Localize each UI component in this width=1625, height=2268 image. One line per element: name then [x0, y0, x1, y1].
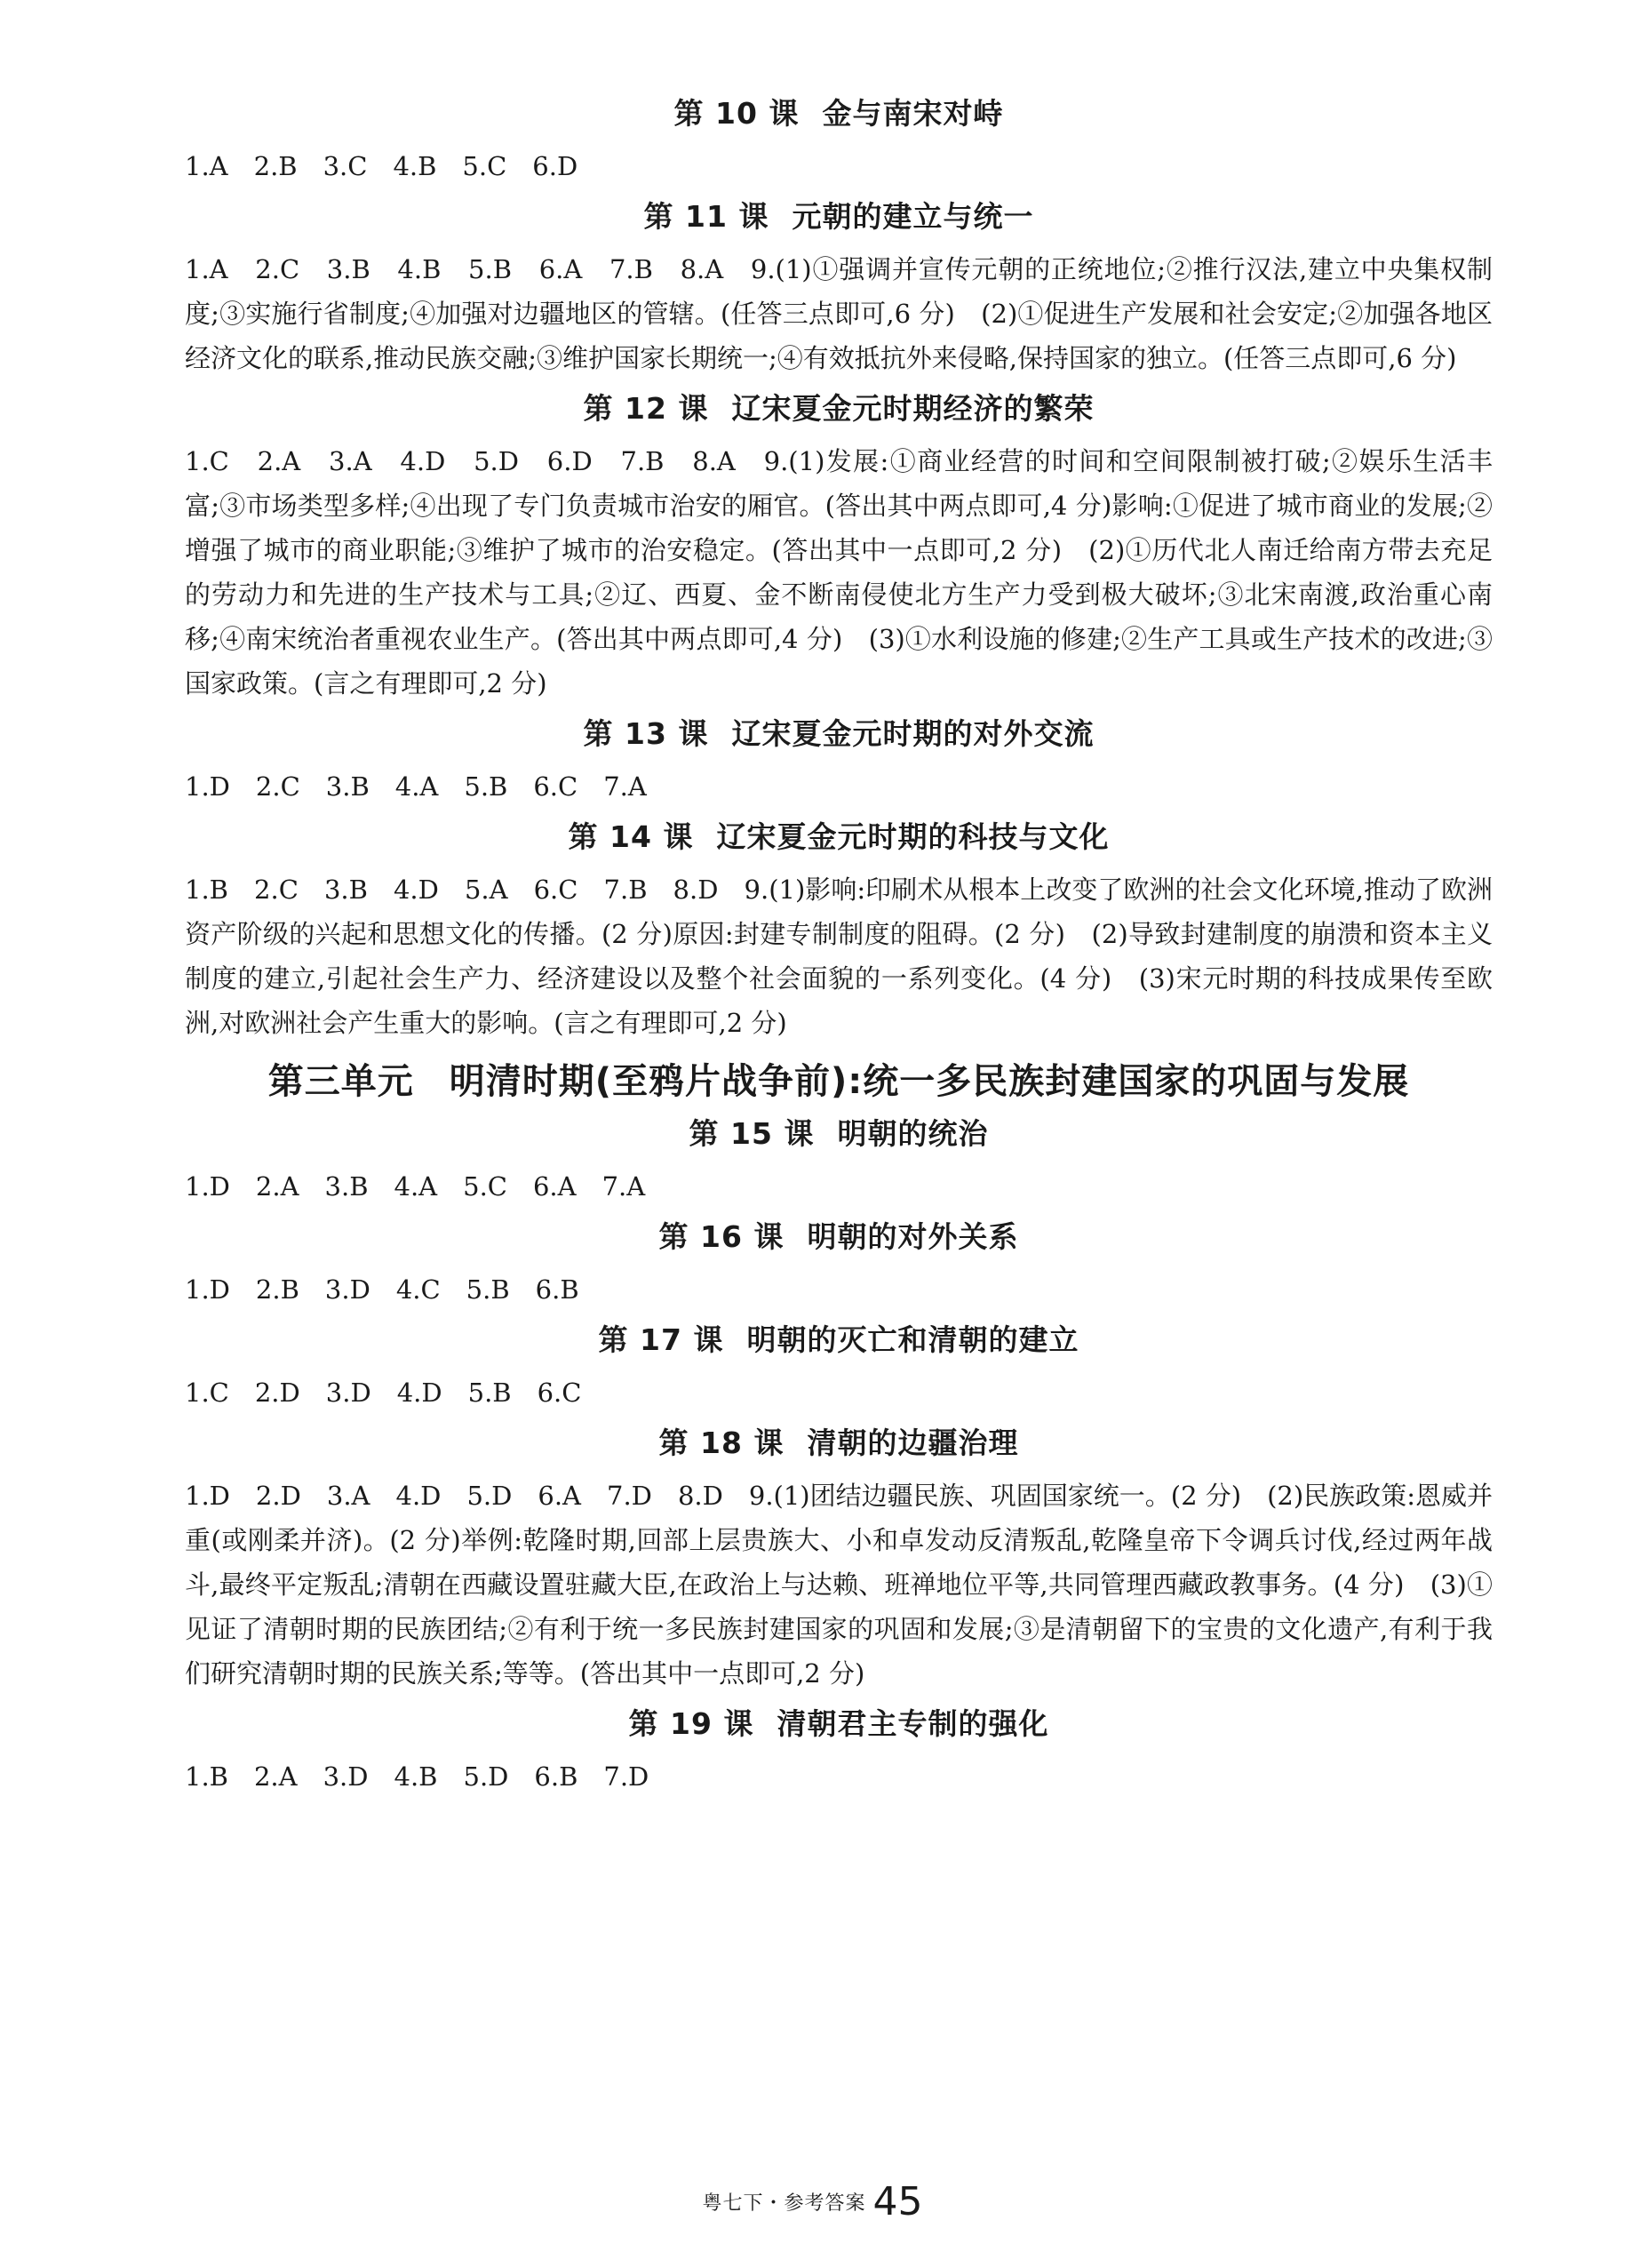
lesson-name: 明朝的灭亡和清朝的建立: [746, 1322, 1079, 1357]
lesson-title: [185, 1321, 1493, 1360]
lesson-16: [185, 1218, 1493, 1312]
lesson-title: [185, 1424, 1493, 1463]
lesson-number: 第 11 课: [643, 199, 769, 234]
lesson-answers: 1.B 2.C 3.B 4.D 5.A 6.C 7.B 8.D 9.(1)影响:印刷术从根本上改变了欧洲的社会文化环境,推动了欧洲资产阶级的兴起和思想文化的传播。(2 分)原因:封建专制制度的阻碍。(2 分) (2)导致封建制度的崩溃和资本主义制度的建立,引起社会生产力、经济建设以及整个社会面貌的一系列变化。(4 分) (3)宋元时期的科技成果传至欧洲,对欧洲社会产生重大的影响。(言之有理即可,2 分): [185, 874, 1493, 1038]
lesson-answers: 1.A 2.C 3.B 4.B 5.B 6.A 7.B 8.A 9.(1)①强调并宣传元朝的正统地位;②推行汉法,建立中央集权制度;③实施行省制度;④加强对边疆地区的管辖。(任答三点即可,6 分) (2)①促进生产发展和社会安定;②加强各地区经济文化的联系,推动民族交融;③维护国家长期统一;④有效抵抗外来侵略,保持国家的独立。(任答三点即可,6 分): [185, 254, 1493, 373]
lesson-title: [185, 389, 1493, 428]
lesson-title: [185, 1705, 1493, 1744]
lesson-10: [185, 94, 1493, 188]
lesson-answers: 1.D 2.C 3.B 4.A 5.B 6.C 7.A: [185, 771, 647, 802]
lesson-answers: 1.D 2.A 3.B 4.A 5.C 6.A 7.A: [185, 1171, 646, 1202]
lesson-name: 明朝的统治: [837, 1116, 989, 1151]
lesson-number: 第 15 课: [689, 1116, 815, 1151]
lesson-answers: 1.D 2.D 3.A 4.D 5.D 6.A 7.D 8.D 9.(1)团结边疆民族、巩固国家统一。(2 分) (2)民族政策:恩威并重(或刚柔并济)。(2 分)举例:乾隆时期,回部上层贵族大、小和卓发动反清叛乱,乾隆皇帝下令调兵讨伐,经过两年战斗,最终平定叛乱;清朝在西藏设置驻藏大臣,在政治上与达赖、班禅地位平等,共同管理西藏政教事务。(4 分) (3)①见证了清朝时期的民族团结;②有利于统一多民族封建国家的巩固和发展;③是清朝留下的宝贵的文化遗产,有利于我们研究清朝时期的民族关系;等等。(答出其中一点即可,2 分): [185, 1481, 1493, 1689]
lesson-answers: 1.B 2.A 3.D 4.B 5.D 6.B 7.D: [185, 1761, 649, 1792]
lesson-answers: 1.C 2.D 3.D 4.D 5.B 6.C: [185, 1378, 582, 1408]
lesson-17: [185, 1321, 1493, 1415]
lesson-number: 第 12 课: [583, 391, 709, 426]
lesson-name: 清朝的边疆治理: [807, 1425, 1019, 1460]
lesson-number: 第 18 课: [658, 1425, 785, 1460]
lesson-title: [185, 715, 1493, 754]
lesson-18: [185, 1424, 1493, 1696]
lesson-13: [185, 715, 1493, 809]
lesson-title: [185, 818, 1493, 857]
lesson-14: [185, 818, 1493, 1045]
lesson-number: 第 10 课: [673, 96, 800, 131]
lesson-15: [185, 1114, 1493, 1209]
lesson-name: 辽宋夏金元时期的对外交流: [731, 716, 1095, 751]
lesson-19: [185, 1705, 1493, 1799]
page-content: [185, 85, 1493, 1808]
page-footer: [0, 2179, 1625, 2224]
lesson-title: [185, 1218, 1493, 1257]
unit-name: 第三单元: [267, 1061, 414, 1102]
lesson-title: [185, 197, 1493, 236]
footer-label: 粤七下・参考答案: [702, 2192, 866, 2215]
lesson-number: 第 17 课: [598, 1322, 724, 1357]
lesson-answers: 1.A 2.B 3.C 4.B 5.C 6.D: [185, 151, 578, 181]
lesson-name: 金与南宋对峙: [822, 96, 1004, 131]
lesson-12: [185, 389, 1493, 706]
lesson-11: [185, 197, 1493, 380]
lesson-name: 清朝君主专制的强化: [777, 1706, 1049, 1741]
lesson-title: [185, 94, 1493, 133]
lesson-name: 辽宋夏金元时期经济的繁荣: [731, 391, 1095, 426]
lesson-number: 第 13 课: [583, 716, 709, 751]
lesson-answers: 1.C 2.A 3.A 4.D 5.D 6.D 7.B 8.A 9.(1)发展:①商业经营的时间和空间限制被打破;②娱乐生活丰富;③市场类型多样;④出现了专门负责城市治安的厢官。(答出其中两点即可,4 分)影响:①促进了城市商业的发展;②增强了城市的商业职能;③维护了城市的治安稳定。(答出其中一点即可,2 分) (2)①历代北人南迁给南方带去充足的劳动力和先进的生产技术与工具;②辽、西夏、金不断南侵使北方生产力受到极大破坏;③北宋南渡,政治重心南移;④南宋统治者重视农业生产。(答出其中两点即可,4 分) (3)①水利设施的修建;②生产工具或生产技术的改进;③国家政策。(言之有理即可,2 分): [185, 446, 1493, 699]
page-number: 45: [872, 2179, 923, 2224]
lesson-title: [185, 1114, 1493, 1154]
unit-heading: [185, 1058, 1493, 1106]
unit-title: 明清时期(至鸦片战争前):统一多民族封建国家的巩固与发展: [449, 1061, 1410, 1102]
lesson-name: 辽宋夏金元时期的科技与文化: [716, 819, 1110, 854]
lesson-name: 元朝的建立与统一: [792, 199, 1034, 234]
lesson-number: 第 16 课: [658, 1219, 785, 1254]
lesson-number: 第 14 课: [568, 819, 694, 854]
lesson-answers: 1.D 2.B 3.D 4.C 5.B 6.B: [185, 1274, 579, 1305]
lesson-number: 第 19 课: [628, 1706, 754, 1741]
lesson-name: 明朝的对外关系: [807, 1219, 1019, 1254]
